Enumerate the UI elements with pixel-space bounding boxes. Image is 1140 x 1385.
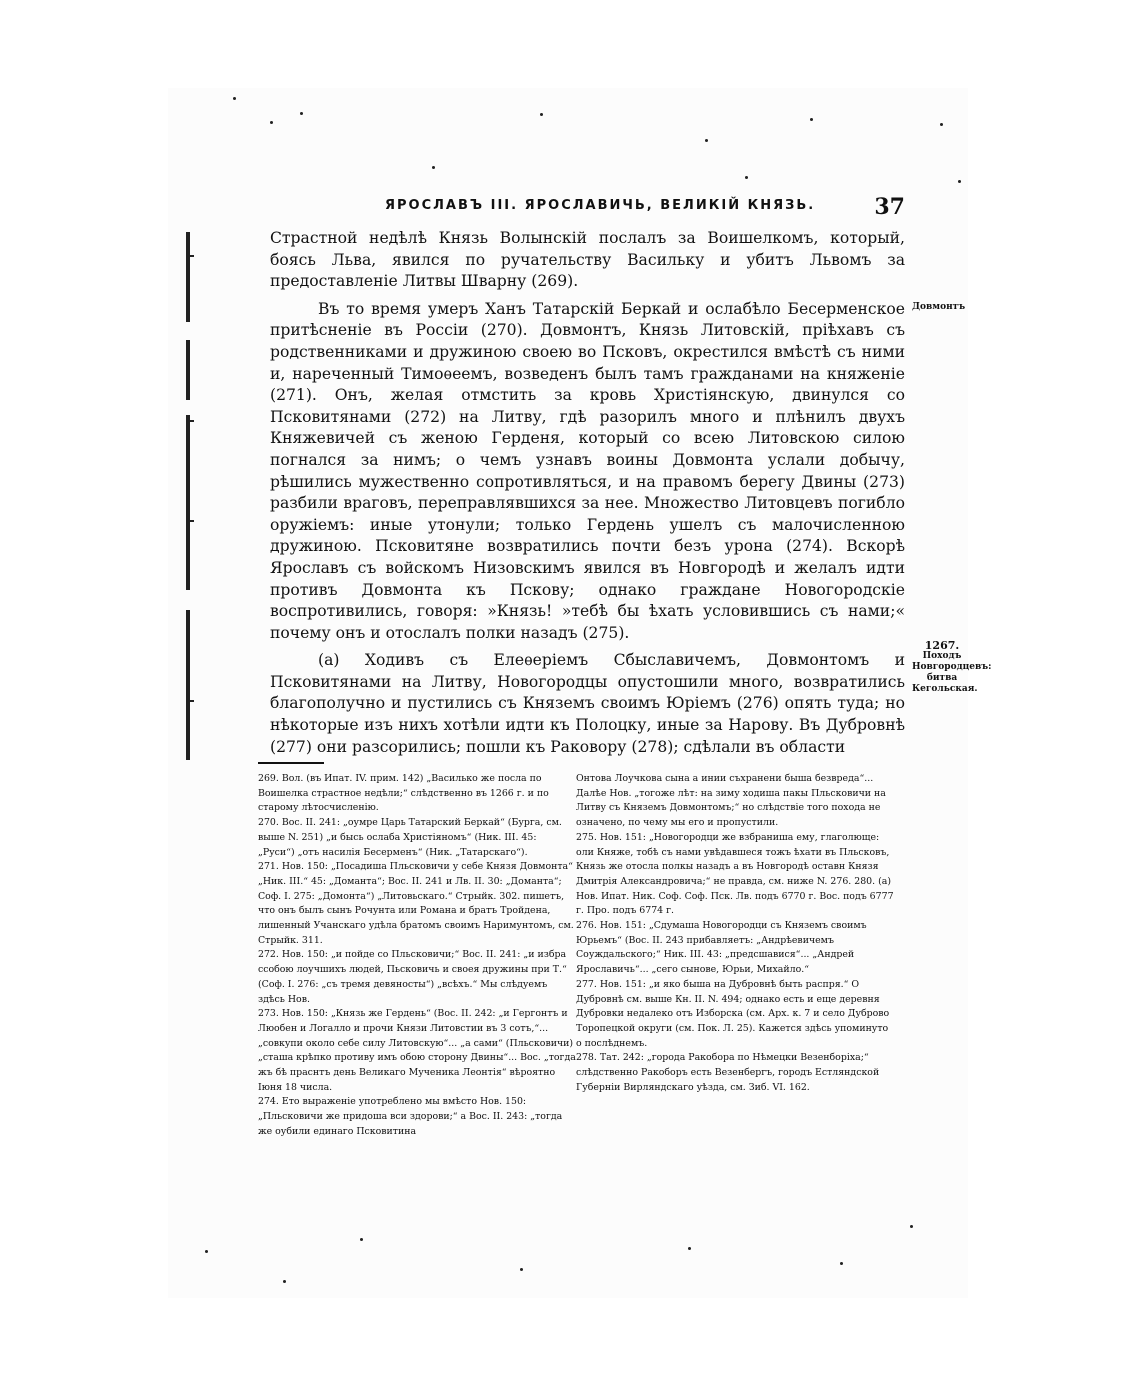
margin-note (912, 639, 992, 695)
paragraph: (а) Ходивъ съ Елеѳеріемъ Сбыславичемъ, Довмонтомъ и Псковитянами на Литву, Новогородцы опустошили много, возвратились благополучно и пустились съ Княземъ своимъ Юріемъ (276) опять туда; но нѣкоторые изъ нихъ хотѣли идти къ Полоцку, иные за Нарову. Въ Дубровнѣ (277) они разсорились; пошли къ Раковору (278); сдѣлали въ области (270, 651, 905, 756)
margin-note: Довмонтъ (912, 302, 966, 312)
scan-speck (745, 176, 748, 179)
footnote: 274. Ето выраженіе употреблено мы вмѣсто Нов. 150: „Пльсковичи же придоша вси здорови;“ а Вос. II. 243: „тогда же оубили единаго Псковитина (258, 1096, 563, 1137)
scan-speck (233, 97, 236, 100)
main-text (270, 228, 905, 758)
binding-mark (186, 340, 190, 400)
footnote: 276. Нов. 151: „Сдумаша Новогородци съ Княземъ своимъ Юрьемъ“ (Вос. II. 243 прибавляетъ: „Андрѣевичемъ Соуждальского;“ Ник. III. 43: „предсшавися“... „Андрей Ярославичь“... „сего сынове, Юрьи, Михайло.“ (576, 920, 867, 976)
binding-mark (186, 232, 190, 322)
scan-speck (432, 166, 435, 169)
margin-note-year: 1267. (924, 639, 960, 652)
footnotes-right-column (576, 772, 894, 1095)
binding-mark (186, 415, 190, 590)
paragraph: Въ то время умеръ Ханъ Татарскій Беркай и ослабѣло Бесерменское притѣсненіе въ Россіи (270). Довмонтъ, Князь Литовскій, пріѣхавъ съ родственниками и дружиною своею во Псковъ, окрестился вмѣстѣ съ ними и, нареченный Тимоѳеемъ, возведенъ былъ тамъ гражданами на княженіе (271). Онъ, желая отмстить за кровь Христіянскую, двинулся со Псковитянами (272) на Литву, гдѣ разорилъ много и плѣнилъ двухъ Княжевичей съ женою Герденя, который со всею Литовскою силою погнался за нимъ; о чемъ узнавъ воины Довмонта услали добычу, рѣшились мужественно сопротивляться, и на правомъ берегу Двины (273) разбили враговъ, переправлявшихся за нее. Множество Литовцевъ погибло оружіемъ: иные утонули; только Гердень ушелъ съ малочисленною дружиною. Псковитяне возвратились почти безъ урона (274). Вскорѣ Ярославъ съ войскомъ Низовскимъ явился въ Новгородѣ и желалъ идти противъ Довмонта къ Пскову; однако граждане Новогородскіе воспротивились, говоря: »Князь! »тебѣ бы ѣхать условившись съ нами;« почему онъ и отослалъ полки назадъ (275). (270, 299, 905, 642)
scan-speck (688, 1247, 691, 1250)
footnote: 270. Вос. II. 241: „оумре Царь Татарский Беркай“ (Бурга, см. выше N. 251) „и бысь ослаба Христіяномъ“ (Ник. III. 45: „Руси“) „отъ насилія Бесерменъ“ (Ник. „Татарскаго“). (258, 817, 562, 858)
footnote: 271. Нов. 150: „Посадиша Пльсковичи у себе Князя Довмонта“ „Ник. III.“ 45: „Доманта“; Вос. II. 241 и Лв. II. 30: „Доманта“; Соф. I. 275: „Домонта“) „Литовьскаго.“ Стрыйк. 302. пишетъ, что онъ былъ сынъ Рочунта или Романа и братъ Тройдена, лишенный Учанскаго удѣла братомъ своимъ Наримунтомъ, см. Стрыйк. 311. (258, 861, 574, 946)
binding-mark (186, 610, 190, 760)
footnote: 277. Нов. 151: „и яко быша на Дубровнѣ быть распря.“ О Дубровнѣ см. выше Кн. II. N. 494; однако есть и еще деревня Дубровки недалеко отъ Изборска (см. Арх. к. 7 и село Дуброво Торопецкой округи (см. Пок. Л. 25). Кажется здѣсь упоминуто о послѣднемъ. (576, 978, 890, 1049)
footnote: 269. Вол. (въ Ипат. IV. прим. 142) „Василько же посла по Воишелка страстное недѣли;“ слѣдственно въ 1266 г. и по старому лѣтосчисленію. (258, 773, 549, 814)
scan-speck (270, 121, 273, 124)
page-header (385, 196, 905, 224)
footnote: 273. Нов. 150: „Князь же Гердень“ (Вос. II. 242: „и Гергонтъ и Люобен и Логалло и прочи Князи Литовстии въ 3 сотъ,“... „совкупи около себе силу Литовскую“... „а сами“ (Пльсковичи) „сташа крѣпко противу имъ обою сторону Двины“... Вос. „тогда жъ бѣ праснтъ день Великаго Мученика Леонтія“ вѣроятно Іюня 18 числа. (258, 1008, 576, 1093)
margin-note-text: Походъ Новгородцевъ: битва Кегольская. (912, 651, 992, 694)
scan-speck (940, 123, 943, 126)
scan-speck (360, 1238, 363, 1241)
footnotes-left-column (258, 772, 576, 1140)
binding-tick (188, 520, 194, 522)
footnote-rule (258, 762, 324, 764)
scan-speck (958, 180, 961, 183)
scan-speck (840, 1262, 843, 1265)
running-head: ЯРОСЛАВЪ III. ЯРОСЛАВИЧЬ, ВЕЛИКІЙ КНЯЗЬ. (385, 198, 816, 213)
scan-speck (705, 139, 708, 142)
footnote: Онтова Лоучкова сына а инии съхранени быша безвреда“... Далѣе Нов. „тогоже лѣт: на зиму ходиша пакы Пльсковичи на Литву съ Княземъ Довмонтомъ;“ но слѣдствіе того похода не означено, по чему мы его и пропустили. (576, 773, 886, 829)
scan-speck (205, 1250, 208, 1253)
scan-speck (300, 112, 303, 115)
scan-speck (810, 118, 813, 121)
footnote: 278. Тат. 242: „города Ракобора по Нѣмецки Везенборіха;“ слѣдственно Ракоборъ есть Везенбергъ, городъ Естляндской Губерніи Вирляндскаго уѣзда, см. Зиб. VI. 162. (576, 1052, 880, 1093)
paragraph: Страстной недѣлѣ Князь Волынскій послалъ за Воишелкомъ, который, боясь Льва, явился по ручательству Васильку и убитъ Львомъ за предоставленіе Литвы Шварну (269). (270, 229, 905, 291)
footnote: 275. Нов. 151: „Новогородци же взбраниша ему, глаголюще: оли Княже, тобѣ съ нами увѣдавшеся тожъ ѣхати въ Пльсковъ, Князь же отосла полкы назадъ а въ Новгородѣ оставн Князя Дмитрія Александровича;“ не правда, см. ниже N. 276. 280. (а) Нов. Ипат. Ник. Соф. Соф. Пск. Лв. подъ 6770 г. Вос. подъ 6777 г. Про. подъ 6774 г. (576, 831, 894, 917)
binding-tick (188, 700, 194, 702)
binding-tick (188, 420, 194, 422)
scan-speck (540, 113, 543, 116)
footnote: 272. Нов. 150: „и пойде со Пльсковичи;“ Вос. II. 241: „и избра ссобою лоучшихъ людей, Пьсковичь и своея дружины при Т.“ (Соф. I. 276: „съ тремя девяносты“) „всѣхъ.“ Мы слѣдуемъ здѣсь Нов. (258, 949, 567, 1005)
scan-speck (283, 1280, 286, 1283)
scan-speck (910, 1225, 913, 1228)
scan-speck (520, 1268, 523, 1271)
page-number: 37 (874, 194, 905, 220)
binding-tick (188, 255, 194, 257)
